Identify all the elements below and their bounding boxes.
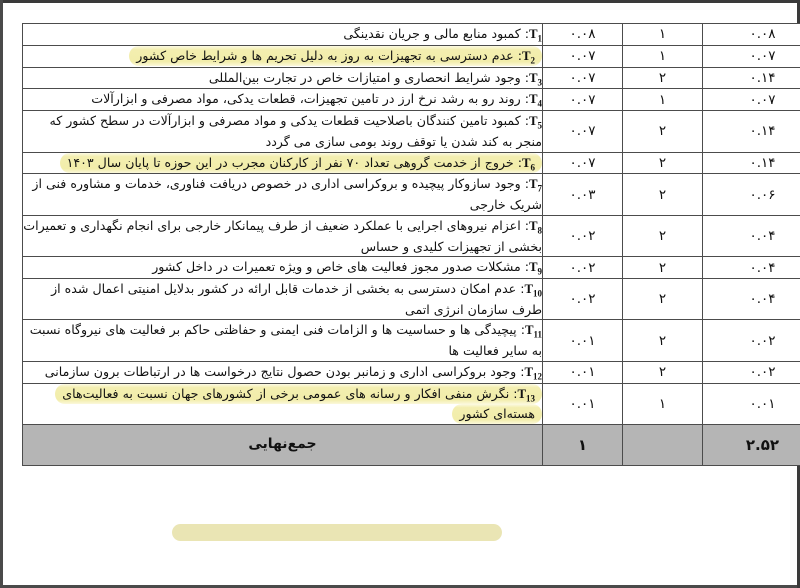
threat-id-number: 6 <box>530 162 535 173</box>
rating-cell: ۲ <box>623 152 703 174</box>
threat-id-label <box>517 386 535 404</box>
description-text: $T_7$: وجود سازوکار پیچیده و بروکراسی اداری در خصوص دریافت فناوری، خدمات و مشاوره فنی از شریک خارجی <box>32 176 542 213</box>
weight-cell: ۰.۰۱ <box>543 361 623 383</box>
threat-id-number: 4 <box>537 99 542 110</box>
weighted-score-cell: ۰.۱۴ <box>703 67 800 89</box>
weighted-score-cell: ۰.۰۶ <box>703 174 800 215</box>
weight-cell: ۰.۰۸ <box>543 24 623 46</box>
threat-id-number: 5 <box>537 120 542 131</box>
threat-id-number: 1 <box>537 33 542 44</box>
weight-cell: ۰.۰۳ <box>543 174 623 215</box>
rating-cell: ۲ <box>623 257 703 279</box>
rating-cell: ۱ <box>623 45 703 67</box>
threat-description-text: عدم دسترسی به تجهیزات به روز به دلیل تحریم ها و شرایط خاص کشور <box>136 47 514 63</box>
threat-description-text: مشکلات صدور مجوز فعالیت های خاص و ویژه تعمیرات در داخل کشور <box>152 259 521 275</box>
threat-description-text: کمبود منابع مالی و جریان نقدینگی <box>343 26 521 41</box>
weight-cell: ۰.۰۲ <box>543 279 623 320</box>
threat-id-label <box>524 364 542 382</box>
description-text: $T_5$: کمبود تامین کنندگان باصلاحیت قطعات یدکی و مواد مصرفی و ابزارآلات در سطح کشور که منجر به کند شدن یا توقف روند بومی سازی می گردد <box>49 113 542 150</box>
table-row <box>23 383 800 424</box>
weighted-score-cell: ۰.۰۴ <box>703 215 800 256</box>
description-text: $T_1$: کمبود منابع مالی و جریان نقدینگی <box>343 26 542 44</box>
threat-description-cell <box>23 111 543 152</box>
table-row <box>23 111 800 152</box>
total-row <box>23 424 800 465</box>
threat-id-number: 10 <box>533 288 542 299</box>
threat-description-cell <box>23 24 543 46</box>
weight-cell: ۰.۰۷ <box>543 89 623 111</box>
rating-cell: ۲ <box>623 111 703 152</box>
rating-cell: ۱ <box>623 89 703 111</box>
total-label-cell: جمع‌نهایی <box>23 424 543 465</box>
rating-cell: ۲ <box>623 215 703 256</box>
threat-description-cell <box>23 361 543 383</box>
weight-cell: ۰.۰۷ <box>543 152 623 174</box>
weighted-score-cell: ۰.۰۴ <box>703 257 800 279</box>
threat-description-text: وجود شرایط انحصاری و امتیازات خاص در تجارت بین‌المللی <box>208 69 521 85</box>
threat-id-label <box>528 177 542 195</box>
weighted-score-cell: ۰.۰۷ <box>703 89 800 111</box>
description-text: $T_{11}$: پیچیدگی ها و حساسیت ها و الزامات فنی ایمنی و حفاظتی حاکم بر فعالیت های نیروگاه نسبت به سایر فعالیت ها <box>29 322 542 359</box>
threat-description-cell <box>23 152 543 174</box>
threat-id-letter: T <box>528 92 538 107</box>
highlighter-smear <box>172 524 502 541</box>
rating-cell: ۱ <box>623 383 703 424</box>
threat-id-letter: T <box>524 282 533 296</box>
threat-description-cell <box>23 257 543 279</box>
threat-id-label <box>521 155 535 173</box>
threat-id-letter: T <box>521 155 531 170</box>
weighted-score-cell: ۰.۱۴ <box>703 111 800 152</box>
threat-id-letter: T <box>524 323 534 338</box>
threat-id-number: 7 <box>537 184 542 195</box>
threat-description-cell <box>23 89 543 111</box>
threat-id-label <box>521 48 535 66</box>
weight-cell: ۰.۰۷ <box>543 111 623 152</box>
rating-cell: ۲ <box>623 279 703 320</box>
threat-description-cell <box>23 279 543 320</box>
threat-id-label <box>528 218 542 236</box>
table-row <box>23 89 800 111</box>
weighted-score-cell: ۰.۰۴ <box>703 279 800 320</box>
threat-id-label <box>528 92 542 110</box>
threat-id-number: 12 <box>533 371 542 382</box>
weight-cell: ۰.۰۲ <box>543 257 623 279</box>
threat-description-cell <box>23 215 543 256</box>
weight-cell: ۰.۰۷ <box>543 45 623 67</box>
threat-id-number: 13 <box>526 393 535 404</box>
threat-id-label <box>528 260 542 277</box>
threat-description-text: کمبود تامین کنندگان باصلاحیت قطعات یدکی و مواد مصرفی و ابزارآلات در سطح کشور که منجر به کند شدن یا توقف روند بومی سازی می گردد <box>49 113 542 150</box>
threat-description-text: وجود بروکراسی اداری و زمانبر بودن حصول نتایج درخواست ها در ارتباطات برون سازمانی <box>44 363 517 379</box>
highlighted-text: $T_6$: خروج از خدمت گروهی تعداد ۷۰ نفر از کارکنان مجرب در این حوزه تا پایان سال ۱۴۰۳ <box>60 153 542 173</box>
threat-description-text: روند رو به رشد نرخ ارز در تامین تجهیزات، قطعات یدکی، مواد مصرفی و ابزارآلات <box>91 91 521 107</box>
table-row <box>23 152 800 174</box>
threat-description-cell <box>23 174 543 215</box>
threat-id-letter: T <box>528 70 538 85</box>
table-row <box>23 320 800 361</box>
threat-id-label <box>528 27 542 44</box>
threat-description-text: اعزام نیروهای اجرایی با عملکرد ضعیف از طرف پیمانکار خارجی برای انجام نگهداری و تعمیرات بخشی از تجهیزات کلیدی و حساس <box>23 217 542 254</box>
total-rating-cell <box>623 424 703 465</box>
weighted-score-cell: ۰.۰۱ <box>703 383 800 424</box>
threat-id-label <box>528 70 542 88</box>
weight-cell: ۰.۰۷ <box>543 67 623 89</box>
highlighted-text: $T_{13}$: نگرش منفی افکار و رسانه های عمومی برخی از کشورهای جهان نسبت به فعالیت‌های هسته‌ای کشور <box>55 384 542 425</box>
weight-cell: ۰.۰۲ <box>543 215 623 256</box>
table-row <box>23 215 800 256</box>
threat-description-text: نگرش منفی افکار و رسانه های عمومی برخی از کشورهای جهان نسبت به فعالیت‌های هسته‌ای کشور <box>62 385 535 422</box>
table-row <box>23 45 800 67</box>
description-text: $T_4$: روند رو به رشد نرخ ارز در تامین تجهیزات، قطعات یدکی، مواد مصرفی و ابزارآلات <box>91 91 542 110</box>
threat-description-cell <box>23 67 543 89</box>
rating-cell: ۲ <box>623 174 703 215</box>
threat-description-cell <box>23 320 543 361</box>
description-text: $T_8$: اعزام نیروهای اجرایی با عملکرد ضعیف از طرف پیمانکار خارجی برای انجام نگهداری و تعمیرات بخشی از تجهیزات کلیدی و حساس <box>23 217 542 254</box>
risk-table-container <box>22 23 782 567</box>
weight-cell: ۰.۰۱ <box>543 383 623 424</box>
table-row <box>23 361 800 383</box>
threat-description-cell <box>23 383 543 424</box>
highlighted-text: $T_2$: عدم دسترسی به تجهیزات به روز به دلیل تحریم ها و شرایط خاص کشور <box>129 46 542 66</box>
threat-id-letter: T <box>528 260 538 275</box>
threat-id-number: 3 <box>537 77 542 88</box>
threat-description-text: عدم امکان دسترسی به بخشی از خدمات قابل ارائه در کشور بدلایل امنیتی اعمال شده از طرف سازمان انرژی اتمی <box>51 281 542 317</box>
total-weighted-score-cell: ۲.۵۲ <box>703 424 800 465</box>
rating-cell: ۲ <box>623 67 703 89</box>
threat-id-letter: T <box>528 177 538 192</box>
description-text: $T_{12}$: وجود بروکراسی اداری و زمانبر بودن حصول نتایج درخواست ها در ارتباطات برون سازمانی <box>44 363 542 382</box>
threat-description-text: وجود سازوکار پیچیده و بروکراسی اداری در خصوص دریافت فناوری، خدمات و مشاوره فنی از شریک خارجی <box>32 176 542 213</box>
rating-cell: ۲ <box>623 361 703 383</box>
threat-id-label <box>524 282 542 299</box>
weighted-score-cell: ۰.۰۲ <box>703 320 800 361</box>
rating-cell: ۱ <box>623 24 703 46</box>
threat-id-number: 9 <box>537 266 542 277</box>
threat-description-text: پیچیدگی ها و حساسیت ها و الزامات فنی ایمنی و حفاظتی حاکم بر فعالیت های نیروگاه نسبت به سایر فعالیت ها <box>29 322 542 359</box>
weighted-score-cell: ۰.۱۴ <box>703 152 800 174</box>
weighted-score-cell: ۰.۰۷ <box>703 45 800 67</box>
table-row <box>23 174 800 215</box>
weight-cell: ۰.۰۱ <box>543 320 623 361</box>
table-row <box>23 257 800 279</box>
threat-id-letter: T <box>521 48 531 63</box>
description-text: $T_{10}$: عدم امکان دسترسی به بخشی از خدمات قابل ارائه در کشور بدلایل امنیتی اعمال شده از طرف سازمان انرژی اتمی <box>51 281 542 317</box>
threat-id-letter: T <box>528 114 538 129</box>
threat-id-letter: T <box>524 364 533 379</box>
total-weight-cell: ۱ <box>543 424 623 465</box>
threat-id-label <box>524 323 542 340</box>
threat-description-text: خروج از خدمت گروهی تعداد ۷۰ نفر از کارکنان مجرب در این حوزه تا پایان سال ۱۴۰۳ <box>66 154 514 170</box>
threat-id-letter: T <box>517 386 526 401</box>
threat-description-cell <box>23 45 543 67</box>
rating-cell: ۲ <box>623 320 703 361</box>
weighted-score-cell: ۰.۰۸ <box>703 24 800 46</box>
table-row <box>23 279 800 320</box>
table-row <box>23 67 800 89</box>
threats-scoring-table <box>22 23 800 466</box>
table-row <box>23 24 800 46</box>
threat-id-letter: T <box>528 218 538 233</box>
description-text: $T_9$: مشکلات صدور مجوز فعالیت های خاص و ویژه تعمیرات در داخل کشور <box>152 259 542 277</box>
description-text: $T_3$: وجود شرایط انحصاری و امتیازات خاص در تجارت بین‌المللی <box>208 69 542 88</box>
threat-id-label <box>528 114 542 131</box>
table-body <box>23 24 800 466</box>
threat-id-number: 8 <box>537 225 542 236</box>
threat-id-number: 2 <box>530 55 535 66</box>
page-edge-top <box>0 0 800 3</box>
page-edge-left <box>0 0 3 588</box>
weighted-score-cell: ۰.۰۲ <box>703 361 800 383</box>
threat-id-number: 11 <box>533 329 542 340</box>
threat-id-letter: T <box>528 27 538 41</box>
